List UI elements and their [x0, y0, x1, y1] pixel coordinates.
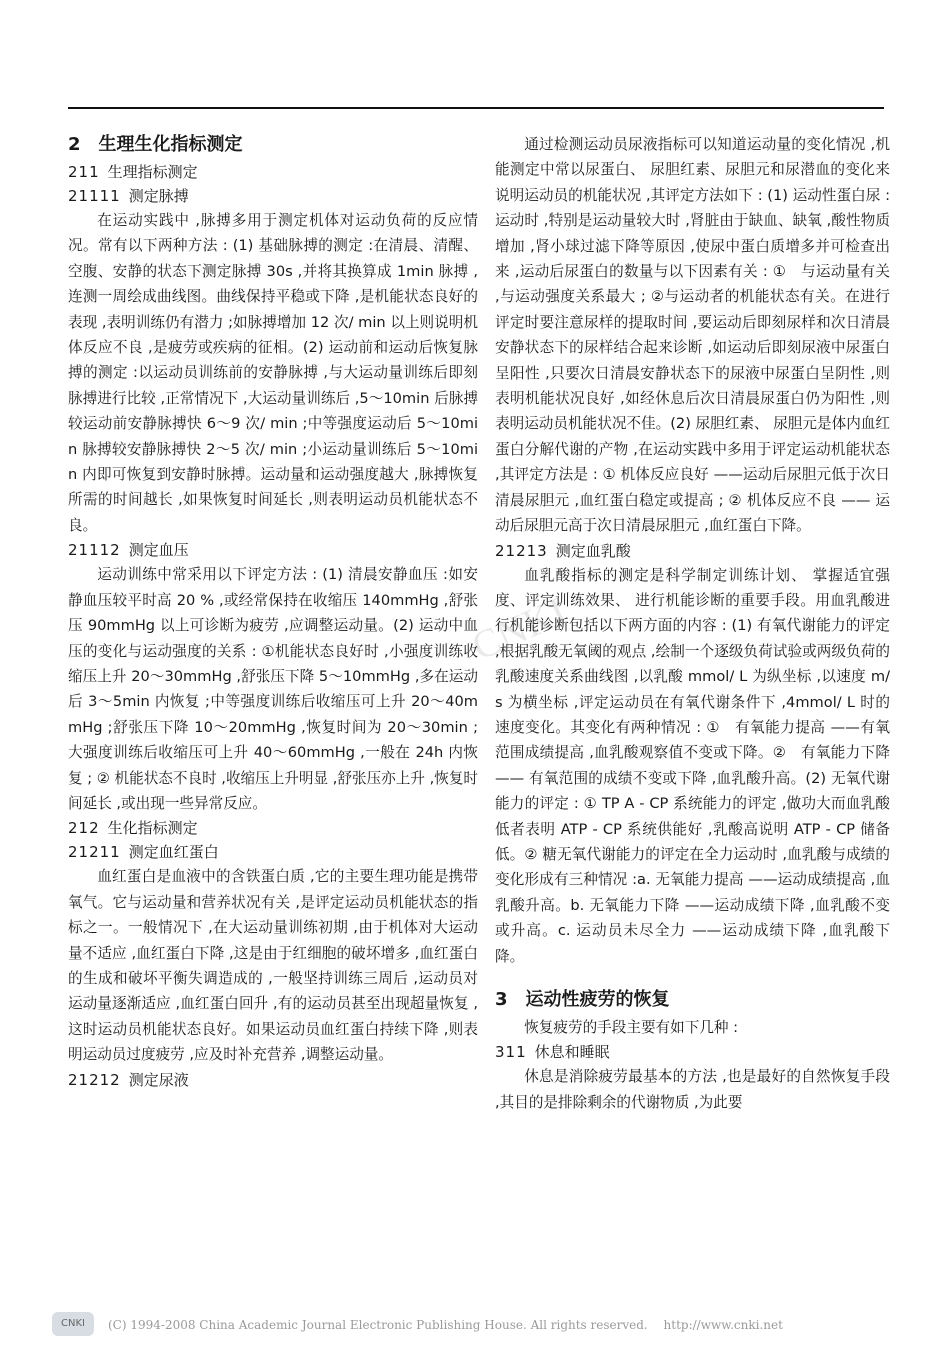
subsubsection-heading: 21111 测定脉搏 — [68, 187, 189, 205]
footer — [52, 1312, 783, 1340]
paragraph: 血红蛋白是血液中的含铁蛋白质 ,它的主要生理功能是携带氧气。它与运动量和营养状况有关 ,是评定运动员机能状态的指标之一。一般情况下 ,在大运动量训练初期 ,由于机体对大运动量不适应 ,血红蛋白下降 ,这是由于红细胞的破坏增多 ,血红蛋白的生成和破坏平衡失调造成的 ,一般坚持训练三周后 ,运动员对运动量逐渐适应 ,血红蛋白回升 ,有的运动员甚至出现超量恢复 ,这时运动员机能状态良好。如果运动员血红蛋白持续下降 ,则表明运动员过度疲劳 ,应及时补充营养 ,调整运动量。 — [68, 868, 478, 1064]
cnki-logo: CNKI — [52, 1312, 94, 1336]
subsection-heading: 212 生化指标测定 — [68, 819, 198, 838]
watermark: CNKI — [465, 588, 573, 669]
paragraph: 通过检测运动员尿液指标可以知道运动量的变化情况 ,机能测定中常以尿蛋白、 尿胆红素、尿胆元和尿潜血的变化来说明运动员的机能状况 ,其评定方法如下 : (1) 运动性蛋白尿 :运动时 ,特别是运动量较大时 ,肾脏由于缺血、缺氧 ,酸性物质增加 ,肾小球过滤下降等原因 ,使尿中蛋白质增多并可检查出来 ,运动后尿蛋白的数量与以下因素有关 : ① 与运动量有关 ,与运动强度关系最大 ; ②与运动者的机能状态有关。在进行评定时要注意尿样的提取时间 ,要运动后即刻尿样和次日清晨安静状态下的尿样结合起来诊断 ,如运动后即刻尿液中尿蛋白呈阳性 ,只要次日清晨安静状态下的尿液中尿蛋白呈阴性 ,则表明机能状况良好 ,如经休息后次日清晨尿蛋白仍为阳性 ,则表明运动员机能状况不佳。(2) 尿胆红素、 尿胆元是体内血红蛋白分解代谢的产物 ,在运动实践中多用于评定运动机能状态 ,其评定方法是 : ① 机体反应良好 ——运动后尿胆元低于次日清晨尿胆元 ,血红蛋白稳定或提高 ; ② 机体反应不良 —— 运动后尿胆元高于次日清晨尿胆元 ,血红蛋白下降。 — [495, 136, 890, 535]
paragraph: 血乳酸指标的测定是科学制定训练计划、 掌握适宜强度、评定训练效果、 进行机能诊断的重要手段。用血乳酸进行机能诊断包括以下两方面的内容 : (1) 有氧代谢能力的评定 ,根据乳酸无氧阈的观点 ,绘制一个逐级负荷试验或两级负荷的乳酸速度关系曲线图 ,以乳酸 mmol/ L 为纵坐标 ,以速度 m/ s 为横坐标 ,评定运动员在有氧代谢条件下 ,4mmol/ L 时的速度变化。其变化有两种情况 : ① 有氧能力提高 ——有氧范围成绩提高 ,血乳酸观察值不变或下降。② 有氧能力下降 —— 有氧范围的成绩不变或下降 ,血乳酸升高。(2) 无氧代谢能力的评定 : ① TP A - CP 系统能力的评定 ,做功大而血乳酸低者表明 ATP - CP 系统供能好 ,乳酸高说明 ATP - CP 储备低。② 糖无氧代谢能力的评定在全力运动时 ,血乳酸与成绩的变化形成有三种情况 :a. 无氧能力提高 ——运动成绩提高 ,血乳酸升高。b. 无氧能力下降 ——运动成绩下降 ,血乳酸不变或升高。c. 运动员未尽全力 ——运动成绩下降 ,血乳酸下降。 — [495, 566, 890, 965]
left-column — [68, 132, 478, 1092]
paragraph: 运动训练中常采用以下评定方法 : (1) 清晨安静血压 :如安静血压较平时高 20 % ,或经常保持在收缩压 140mmHg ,舒张压 90mmHg 以上可诊断为疲劳 ,应调整运动量。(2) 运动中血压的变化与运动强度的关系 : ①机能状态良好时 ,小强度训练收缩压上升 20～30mmHg ,舒张压下降 5～10mmHg ,多在运动后 3～5min 内恢复 ;中等强度训练后收缩压可上升 20～40mmHg ;舒张压下降 10～20mmHg ,恢复时间为 20～30min ;大强度训练后收缩压可上升 40～60mmHg ,一般在 24h 内恢复 ; ② 机能状态不良时 ,收缩压上升明显 ,舒张压亦上升 ,恢复时间延长 ,或出现一些异常反应。 — [68, 566, 479, 812]
spacer — [495, 969, 890, 987]
paragraph: 恢复疲劳的手段主要有如下几种 : — [524, 1019, 739, 1036]
paragraph: 在运动实践中 ,脉搏多用于测定机体对运动负荷的反应情况。常有以下两种方法 : (1) 基础脉搏的测定 :在清晨、清醒、空腹、安静的状态下测定脉搏 30s ,并将其换算成 1min 脉搏 ,连测一周绘成曲线图。曲线保持平稳或下降 ,是机能状态良好的表现 ,表明训练仍有潜力 ;如脉搏增加 12 次/ min 以上则说明机体反应不良 ,是疲劳或疾病的征相。(2) 运动前和运动后恢复脉搏的测定 :以运动员训练前的安静脉搏 ,与大运动量训练后即刻脉搏进行比较 ,正常情况下 ,大运动量训练后 ,5～10min 后脉搏较运动前安静脉搏快 6～9 次/ min ;中等强度运动后 5～10min 脉搏较安静脉搏快 2～5 次/ min ;小运动量训练后 5～10min 内即可恢复到安静时脉搏。运动量和运动强度越大 ,脉搏恢复所需的时间越长 ,如果恢复时间延长 ,则表明运动员机能状态不良。 — [68, 212, 478, 534]
subsection-heading: 311 休息和睡眠 — [495, 1043, 610, 1062]
header-rule — [68, 107, 884, 109]
section-title: 2 生理生化指标测定 — [68, 134, 243, 155]
subsection-heading: 211 生理指标测定 — [68, 163, 198, 181]
section-title: 3 运动性疲劳的恢复 — [495, 989, 670, 1010]
subsubsection-heading: 21112 测定血压 — [68, 541, 189, 560]
copyright-text: (C) 1994-2008 China Academic Journal Electronic Publishing House. All rights reserved. http://www.cnki.net — [108, 1318, 783, 1332]
subsubsection-heading: 21211 测定血红蛋白 — [68, 843, 219, 862]
subsubsection-heading: 21213 测定血乳酸 — [495, 541, 631, 560]
paragraph: 休息是消除疲劳最基本的方法 ,也是最好的自然恢复手段 ,其目的是排除剩余的代谢物质 ,为此要 — [495, 1068, 890, 1111]
right-column — [495, 132, 890, 1115]
subsubsection-heading: 21212 测定尿液 — [68, 1070, 189, 1089]
